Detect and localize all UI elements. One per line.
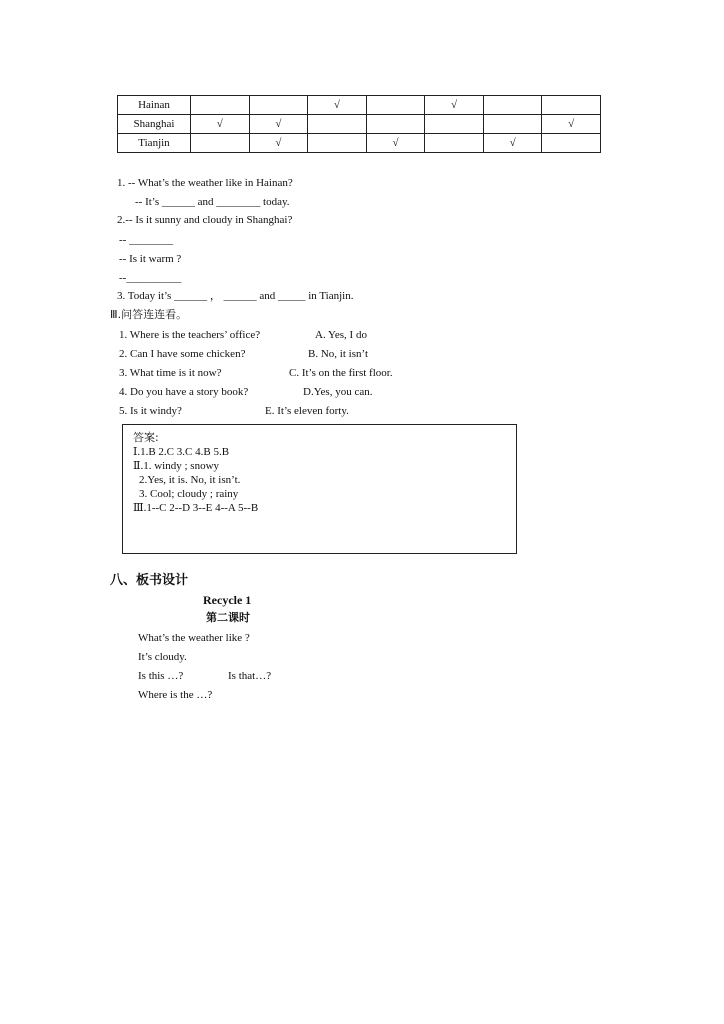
weather-table [117, 95, 601, 153]
board-design-line: Is that…? [228, 670, 272, 682]
answer-key-box [122, 424, 517, 554]
table-cell: √ [483, 134, 542, 153]
match-question: 1. Where is the teachers’ office? [119, 329, 261, 341]
table-cell [542, 96, 601, 115]
match-answer: C. It’s on the first floor. [289, 367, 393, 379]
match-answer: E. It’s eleven forty. [265, 405, 349, 417]
match-question: 3. What time is it now? [119, 367, 222, 379]
table-cell: √ [542, 115, 601, 134]
answer-key-line: Ⅱ.1. windy ; snowy [133, 460, 220, 472]
match-answer: B. No, it isn’t [308, 348, 369, 360]
table-cell [366, 115, 425, 134]
answer-key-line: 3. Cool; cloudy ; rainy [139, 488, 239, 500]
exercise-question: 2.-- Is it sunny and cloudy in Shanghai? [117, 214, 293, 226]
table-cell: √ [308, 96, 367, 115]
answer-key-label: 答案: [133, 431, 159, 444]
board-design-title: Recycle 1 [203, 593, 252, 607]
board-design-line: Where is the …? [138, 689, 213, 701]
table-row [118, 115, 601, 134]
answer-key-line: Ⅰ.1.B 2.C 3.C 4.B 5.B [133, 446, 230, 458]
table-cell [191, 134, 250, 153]
table-cell [483, 115, 542, 134]
table-cell [425, 134, 484, 153]
exercise-answer-line: -- It’s ______ and ________ today. [135, 196, 290, 208]
table-cell: √ [425, 96, 484, 115]
table-cell [191, 96, 250, 115]
table-cell [483, 96, 542, 115]
answer-key-line: Ⅲ.1--C 2--D 3--E 4--A 5--B [133, 502, 259, 514]
table-cell [366, 96, 425, 115]
table-cell: √ [191, 115, 250, 134]
match-answer: A. Yes, I do [315, 329, 367, 341]
exercise-answer-line: --__________ [119, 272, 182, 284]
board-design-line: It’s cloudy. [138, 651, 187, 663]
board-design-line: What’s the weather like ? [138, 632, 250, 644]
table-cell: √ [249, 115, 308, 134]
board-design-heading: 八、板书设计 [110, 573, 189, 588]
table-row [118, 96, 601, 115]
table-cell: √ [366, 134, 425, 153]
section-title: Ⅲ.问答连连看。 [110, 308, 188, 321]
board-design-line: Is this …? [138, 670, 184, 682]
exercise-question: 1. -- What’s the weather like in Hainan? [117, 177, 293, 189]
table-cell [308, 115, 367, 134]
table-cell: √ [249, 134, 308, 153]
table-cell [425, 115, 484, 134]
match-question: 2. Can I have some chicken? [119, 348, 246, 360]
table-cell [542, 134, 601, 153]
exercise-question: -- Is it warm ? [119, 253, 182, 265]
table-cell-city: Tianjin [118, 134, 191, 153]
table-cell [249, 96, 308, 115]
answer-key-line: 2.Yes, it is. No, it isn’t. [139, 474, 241, 486]
table-cell-city: Hainan [118, 96, 191, 115]
table-cell-city: Shanghai [118, 115, 191, 134]
match-question: 4. Do you have a story book? [119, 386, 249, 398]
board-design-subtitle: 第二课时 [206, 611, 250, 624]
exercise-question: 3. Today it’s ______ ， ______ and _____ in Tianjin. [117, 290, 354, 302]
match-question: 5. Is it windy? [119, 405, 182, 417]
table-cell [308, 134, 367, 153]
exercise-answer-line: -- ________ [119, 234, 174, 246]
match-answer: D.Yes, you can. [303, 386, 373, 398]
table-row [118, 134, 601, 153]
